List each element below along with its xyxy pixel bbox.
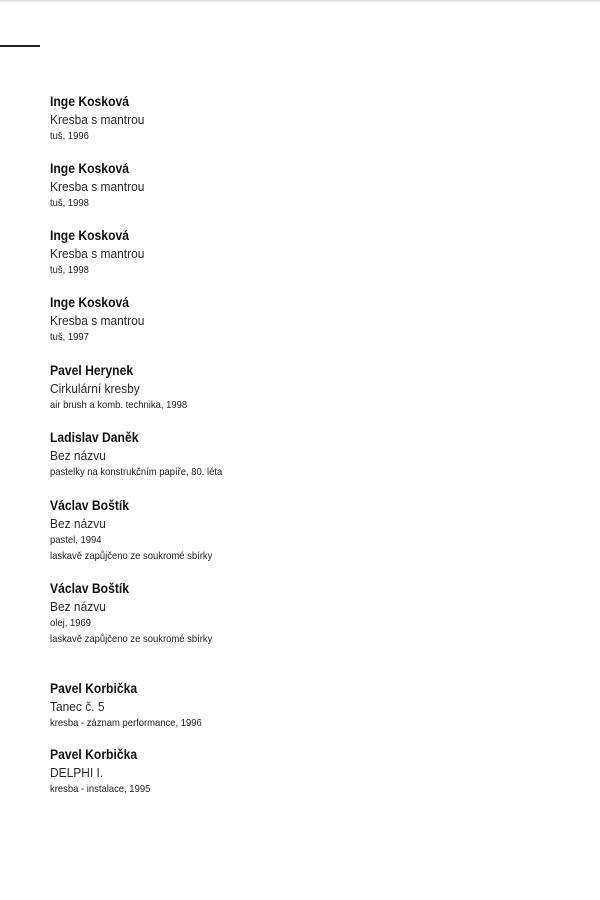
catalogue-entry <box>50 294 570 345</box>
catalogue-entry <box>50 497 570 564</box>
work-title: Bez názvu <box>50 448 106 463</box>
loan-note: laskavě zapůjčeno ze soukromé sbírky <box>50 633 213 645</box>
work-title: Cirkulární kresby <box>50 381 140 396</box>
artist-name: Inge Kosková <box>50 94 130 109</box>
work-details: tuš, 1997 <box>50 331 89 343</box>
work-details: tuš, 1998 <box>50 264 89 276</box>
work-title: Bez názvu <box>50 599 106 614</box>
artist-name: Pavel Korbička <box>50 681 138 696</box>
catalogue-entry <box>50 227 570 278</box>
work-title: Tanec č. 5 <box>50 699 105 714</box>
artist-name: Pavel Korbička <box>50 747 138 762</box>
artist-name: Inge Kosková <box>50 295 130 310</box>
loan-note: laskavě zapůjčeno ze soukromé sbírky <box>50 550 213 562</box>
artist-name: Inge Kosková <box>50 161 130 176</box>
catalogue-entry <box>50 362 570 413</box>
work-title: Kresba s mantrou <box>50 246 145 261</box>
artist-name: Pavel Herynek <box>50 363 134 378</box>
artist-name: Ladislav Daněk <box>50 430 139 445</box>
catalogue-entry <box>50 746 570 797</box>
work-title: Kresba s mantrou <box>50 112 145 127</box>
catalogue-entry <box>50 160 570 211</box>
work-details: kresba - záznam performance, 1996 <box>50 717 202 729</box>
artist-name: Václav Boštík <box>50 498 130 513</box>
catalogue-entry <box>50 93 570 144</box>
artist-name: Inge Kosková <box>50 228 130 243</box>
catalogue-entry <box>50 429 570 480</box>
scan-top-edge <box>0 0 600 3</box>
work-details: air brush a komb. technika, 1998 <box>50 399 188 411</box>
work-title: Kresba s mantrou <box>50 313 145 328</box>
corner-rule <box>0 45 40 47</box>
artist-name: Václav Boštík <box>50 581 130 596</box>
work-title: Bez názvu <box>50 516 106 531</box>
work-details: tuš, 1998 <box>50 197 89 209</box>
work-title: DELPHI I. <box>50 765 104 780</box>
catalogue-entry <box>50 580 570 647</box>
work-details: pastelky na konstrukčním papíře, 80. léta <box>50 466 223 478</box>
work-details: tuš, 1996 <box>50 130 89 142</box>
work-details: kresba - instalace, 1995 <box>50 783 151 795</box>
work-details: pastel, 1994 <box>50 534 102 546</box>
work-title: Kresba s mantrou <box>50 179 145 194</box>
catalogue-entry <box>50 680 570 731</box>
work-details: olej, 1969 <box>50 617 91 629</box>
